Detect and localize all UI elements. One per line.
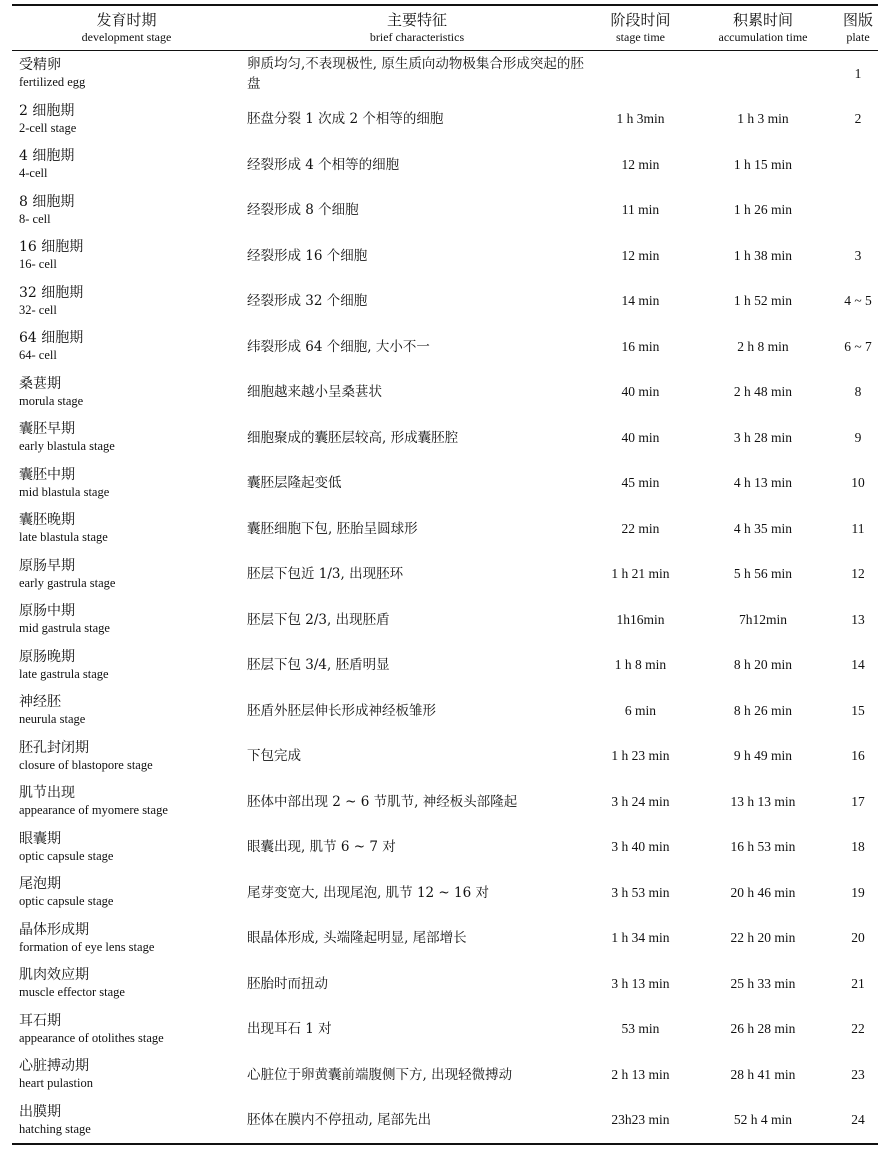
stage-time-cell: 3 h 24 min: [611, 793, 670, 809]
stage-name-zh: 晶体形成期: [19, 921, 89, 938]
accumulation-time-cell: 8 h 20 min: [733, 657, 793, 673]
characteristics-cell: 囊胚层隆起变低: [247, 475, 342, 492]
table-row: [12, 643, 878, 689]
stage-time-cell: 14 min: [621, 293, 660, 309]
header-characteristics-zh: 主要特征: [386, 11, 447, 29]
stage-name-en: morula stage: [19, 393, 84, 408]
stage-time-cell: 3 h 40 min: [611, 839, 670, 855]
table-header-row: [12, 5, 878, 51]
accumulation-time-cell: 3 h 28 min: [733, 429, 793, 445]
characteristics-cell: 细胞越来越小呈桑葚状: [247, 384, 382, 401]
accumulation-time-cell: 20 h 46 min: [730, 884, 796, 900]
stage-cell: [12, 142, 241, 188]
stage-cell: [12, 961, 241, 1007]
plate-cell: 16: [851, 748, 865, 764]
stage-cell: [12, 188, 241, 234]
characteristics-cell: 胚盘分裂 1 次成 2 个相等的细胞: [247, 111, 444, 128]
table-row: [12, 1098, 878, 1145]
plate-cell: 21: [851, 975, 865, 991]
plate-cell: 12: [851, 566, 865, 582]
stage-name-zh: 16 细胞期: [19, 239, 84, 256]
characteristics-cell: 胚盾外胚层伸长形成神经板雏形: [247, 702, 436, 719]
header-stage-time-zh: 阶段时间: [610, 11, 671, 29]
stage-time-cell: 40 min: [621, 429, 660, 445]
accumulation-time-cell: 26 h 28 min: [730, 1021, 796, 1037]
stage-cell: [12, 1098, 241, 1145]
development-stage-table: [12, 4, 878, 1145]
characteristics-cell: 下包完成: [247, 748, 301, 765]
header-stage-time: [593, 5, 688, 51]
characteristics-cell: 囊胚细胞下包, 胚胎呈圆球形: [247, 520, 418, 537]
accumulation-time-cell: 9 h 49 min: [733, 748, 793, 764]
stage-cell: [12, 597, 241, 643]
table-row: [12, 97, 878, 143]
accumulation-time-cell: 2 h 8 min: [737, 338, 789, 354]
stage-cell: [12, 916, 241, 962]
stage-name-en: mid blastula stage: [19, 484, 110, 499]
plate-cell: 19: [851, 884, 865, 900]
stage-time-cell: 6 min: [624, 702, 657, 718]
stage-name-en: 32- cell: [19, 302, 57, 317]
stage-time-cell: 53 min: [621, 1021, 660, 1037]
header-plate: [838, 5, 878, 51]
stage-name-en: hatching stage: [19, 1121, 91, 1136]
stage-name-zh: 4 细胞期: [19, 148, 75, 165]
accumulation-time-cell: 7h12min: [738, 611, 787, 627]
stage-name-en: closure of blastopore stage: [19, 757, 153, 772]
plate-cell: 13: [851, 611, 865, 627]
accumulation-time-cell: 1 h 52 min: [733, 293, 793, 309]
stage-name-zh: 原肠早期: [19, 557, 75, 574]
characteristics-cell: 心脏位于卵黄囊前端腹侧下方, 出现轻微搏动: [247, 1066, 513, 1083]
header-plate-zh: 图版: [842, 11, 873, 29]
accumulation-time-cell: 1 h 3 min: [737, 111, 789, 127]
accumulation-time-cell: 4 h 35 min: [733, 520, 793, 536]
stage-name-zh: 囊胚早期: [19, 421, 75, 438]
table-row: [12, 415, 878, 461]
stage-name-zh: 原肠中期: [19, 603, 75, 620]
stage-name-zh: 尾泡期: [19, 876, 61, 893]
stage-name-en: 4-cell: [19, 166, 48, 181]
stage-name-en: fertilized egg: [19, 75, 86, 90]
accumulation-time-cell: 22 h 20 min: [730, 930, 796, 946]
stage-time-cell: 3 h 13 min: [611, 975, 670, 991]
plate-cell: 11: [851, 520, 865, 536]
plate-cell: 2: [854, 111, 862, 127]
table-row: [12, 233, 878, 279]
stage-name-en: late blastula stage: [19, 530, 108, 545]
table-row: [12, 597, 878, 643]
characteristics-cell: 胚胎时而扭动: [247, 975, 328, 992]
stage-name-zh: 胚孔封闭期: [19, 739, 89, 756]
stage-time-cell: 1 h 23 min: [611, 748, 670, 764]
stage-cell: [12, 779, 241, 825]
stage-cell: [12, 506, 241, 552]
stage-name-en: 8- cell: [19, 211, 51, 226]
plate-cell: 20: [851, 930, 865, 946]
stage-cell: [12, 734, 241, 780]
plate-cell: [838, 188, 878, 234]
stage-time-cell: 16 min: [621, 338, 660, 354]
accumulation-time-cell: 1 h 26 min: [733, 202, 793, 218]
header-characteristics: [241, 5, 593, 51]
stage-cell: [12, 97, 241, 143]
stage-name-zh: 心脏搏动期: [19, 1058, 89, 1075]
stage-time-cell: 1 h 34 min: [611, 930, 670, 946]
table-body: [12, 51, 878, 1145]
stage-time-cell: 1 h 3min: [616, 111, 665, 127]
table-row: [12, 142, 878, 188]
header-characteristics-en: brief characteristics: [369, 30, 465, 44]
stage-name-zh: 耳石期: [19, 1012, 61, 1029]
characteristics-cell: 卵质均匀,不表现极性, 原生质向动物极集合形成突起的胚盘: [247, 55, 584, 92]
stage-name-en: 16- cell: [19, 257, 57, 272]
table-row: [12, 370, 878, 416]
stage-name-zh: 桑葚期: [19, 375, 61, 392]
table-row: [12, 734, 878, 780]
characteristics-cell: 尾芽变宽大, 出现尾泡, 肌节 12 ~ 16 对: [247, 884, 489, 901]
stage-cell: [12, 825, 241, 871]
stage-name-en: 2-cell stage: [19, 120, 77, 135]
stage-cell: [12, 279, 241, 325]
stage-time-cell: 12 min: [621, 156, 660, 172]
header-accumulation-time: [688, 5, 838, 51]
stage-name-zh: 囊胚中期: [19, 466, 75, 483]
stage-cell: [12, 552, 241, 598]
stage-cell: [12, 870, 241, 916]
accumulation-time-cell: 1 h 38 min: [733, 247, 793, 263]
stage-name-en: optic capsule stage: [19, 848, 114, 863]
characteristics-cell: 胚体中部出现 2 ~ 6 节肌节, 神经板头部隆起: [247, 793, 518, 810]
table-row: [12, 188, 878, 234]
plate-cell: 15: [851, 702, 865, 718]
stage-cell: [12, 1052, 241, 1098]
plate-cell: 3: [854, 247, 862, 263]
plate-cell: 6 ~ 7: [844, 338, 872, 354]
plate-cell: 8: [854, 384, 862, 400]
stage-name-zh: 原肠晚期: [19, 648, 75, 665]
table-row: [12, 825, 878, 871]
stage-cell: [12, 233, 241, 279]
stage-time-cell: 1h16min: [616, 611, 665, 627]
plate-cell: 17: [851, 793, 865, 809]
plate-cell: [838, 142, 878, 188]
stage-name-en: formation of eye lens stage: [19, 939, 155, 954]
header-plate-en: plate: [846, 30, 870, 44]
stage-name-zh: 8 细胞期: [19, 193, 75, 210]
stage-name-en: appearance of otolithes stage: [19, 1030, 164, 1045]
header-stage-time-en: stage time: [616, 30, 665, 44]
plate-cell: 4 ~ 5: [844, 293, 872, 309]
header-accumulation-time-en: accumulation time: [718, 30, 808, 44]
table-row: [12, 779, 878, 825]
stage-name-zh: 32 细胞期: [19, 284, 84, 301]
stage-name-en: mid gastrula stage: [19, 621, 110, 636]
header-stage-zh: 发育时期: [96, 11, 157, 29]
plate-cell: 14: [851, 657, 865, 673]
stage-name-zh: 2 细胞期: [19, 102, 75, 119]
stage-cell: [12, 461, 241, 507]
plate-cell: 24: [851, 1112, 865, 1128]
accumulation-time-cell: 13 h 13 min: [730, 793, 796, 809]
accumulation-time-cell: 28 h 41 min: [730, 1066, 796, 1082]
accumulation-time-cell: 52 h 4 min: [733, 1112, 793, 1128]
stage-cell: [12, 324, 241, 370]
plate-cell: 1: [854, 65, 862, 81]
stage-time-cell: 1 h 8 min: [614, 657, 667, 673]
stage-cell: [12, 643, 241, 689]
stage-time-cell: 22 min: [621, 520, 660, 536]
stage-time-cell: 1 h 21 min: [611, 566, 670, 582]
characteristics-cell: 经裂形成 32 个细胞: [247, 293, 368, 310]
table-row: [12, 279, 878, 325]
characteristics-cell: 眼晶体形成, 头端隆起明显, 尾部增长: [247, 930, 467, 947]
table-row: [12, 324, 878, 370]
characteristics-cell: 眼囊出现, 肌节 6 ~ 7 对: [247, 839, 396, 856]
stage-time-cell: 3 h 53 min: [611, 884, 670, 900]
stage-time-cell: [593, 51, 688, 97]
table-row: [12, 1007, 878, 1053]
table-row: [12, 51, 878, 97]
plate-cell: 10: [851, 475, 865, 491]
accumulation-time-cell: 25 h 33 min: [730, 975, 796, 991]
characteristics-cell: 胚层下包近 1/3, 出现胚环: [247, 566, 404, 583]
stage-name-en: appearance of myomere stage: [19, 803, 168, 818]
stage-time-cell: 23h23 min: [611, 1112, 670, 1128]
characteristics-cell: 细胞聚成的囊胚层较高, 形成囊胚腔: [247, 429, 459, 446]
plate-cell: 23: [851, 1066, 865, 1082]
stage-name-en: optic capsule stage: [19, 894, 114, 909]
header-accumulation-time-zh: 积累时间: [732, 11, 793, 29]
stage-time-cell: 12 min: [621, 247, 660, 263]
stage-name-zh: 64 细胞期: [19, 330, 84, 347]
accumulation-time-cell: [688, 51, 838, 97]
stage-cell: [12, 370, 241, 416]
stage-name-en: early blastula stage: [19, 439, 115, 454]
stage-cell: [12, 415, 241, 461]
accumulation-time-cell: 8 h 26 min: [733, 702, 793, 718]
stage-name-en: neurula stage: [19, 712, 86, 727]
stage-cell: [12, 51, 241, 97]
characteristics-cell: 纬裂形成 64 个细胞, 大小不一: [247, 338, 430, 355]
stage-name-en: heart pulastion: [19, 1076, 93, 1091]
stage-name-en: late gastrula stage: [19, 666, 109, 681]
table-row: [12, 552, 878, 598]
accumulation-time-cell: 5 h 56 min: [733, 566, 793, 582]
table-row: [12, 870, 878, 916]
characteristics-cell: 经裂形成 8 个细胞: [247, 202, 359, 219]
stage-name-zh: 受精卵: [19, 57, 61, 74]
stage-cell: [12, 1007, 241, 1053]
characteristics-cell: 胚层下包 2/3, 出现胚盾: [247, 611, 390, 628]
plate-cell: 9: [854, 429, 862, 445]
stage-time-cell: 45 min: [621, 475, 660, 491]
stage-name-zh: 出膜期: [19, 1103, 61, 1120]
table-row: [12, 506, 878, 552]
stage-name-en: 64- cell: [19, 348, 57, 363]
stage-time-cell: 40 min: [621, 384, 660, 400]
table-row: [12, 1052, 878, 1098]
stage-name-zh: 肌肉效应期: [19, 967, 89, 984]
plate-cell: 22: [851, 1021, 865, 1037]
stage-time-cell: 11 min: [621, 202, 660, 218]
characteristics-cell: 出现耳石 1 对: [247, 1021, 332, 1038]
stage-time-cell: 2 h 13 min: [611, 1066, 670, 1082]
table-row: [12, 461, 878, 507]
stage-name-zh: 肌节出现: [19, 785, 75, 802]
table-row: [12, 961, 878, 1007]
accumulation-time-cell: 2 h 48 min: [733, 384, 793, 400]
stage-name-en: early gastrula stage: [19, 575, 116, 590]
accumulation-time-cell: 1 h 15 min: [733, 156, 793, 172]
table-row: [12, 916, 878, 962]
characteristics-cell: 胚体在膜内不停扭动, 尾部先出: [247, 1112, 432, 1129]
header-stage: [12, 5, 241, 51]
stage-cell: [12, 688, 241, 734]
characteristics-cell: 经裂形成 4 个相等的细胞: [247, 156, 400, 173]
accumulation-time-cell: 16 h 53 min: [730, 839, 796, 855]
stage-name-zh: 囊胚晚期: [19, 512, 75, 529]
characteristics-cell: 经裂形成 16 个细胞: [247, 247, 368, 264]
table-row: [12, 688, 878, 734]
stage-name-en: muscle effector stage: [19, 985, 125, 1000]
characteristics-cell: 胚层下包 3/4, 胚盾明显: [247, 657, 390, 674]
plate-cell: 18: [851, 839, 865, 855]
header-stage-en: development stage: [81, 30, 172, 44]
accumulation-time-cell: 4 h 13 min: [733, 475, 793, 491]
stage-name-zh: 神经胚: [19, 694, 61, 711]
stage-name-zh: 眼囊期: [19, 830, 61, 847]
